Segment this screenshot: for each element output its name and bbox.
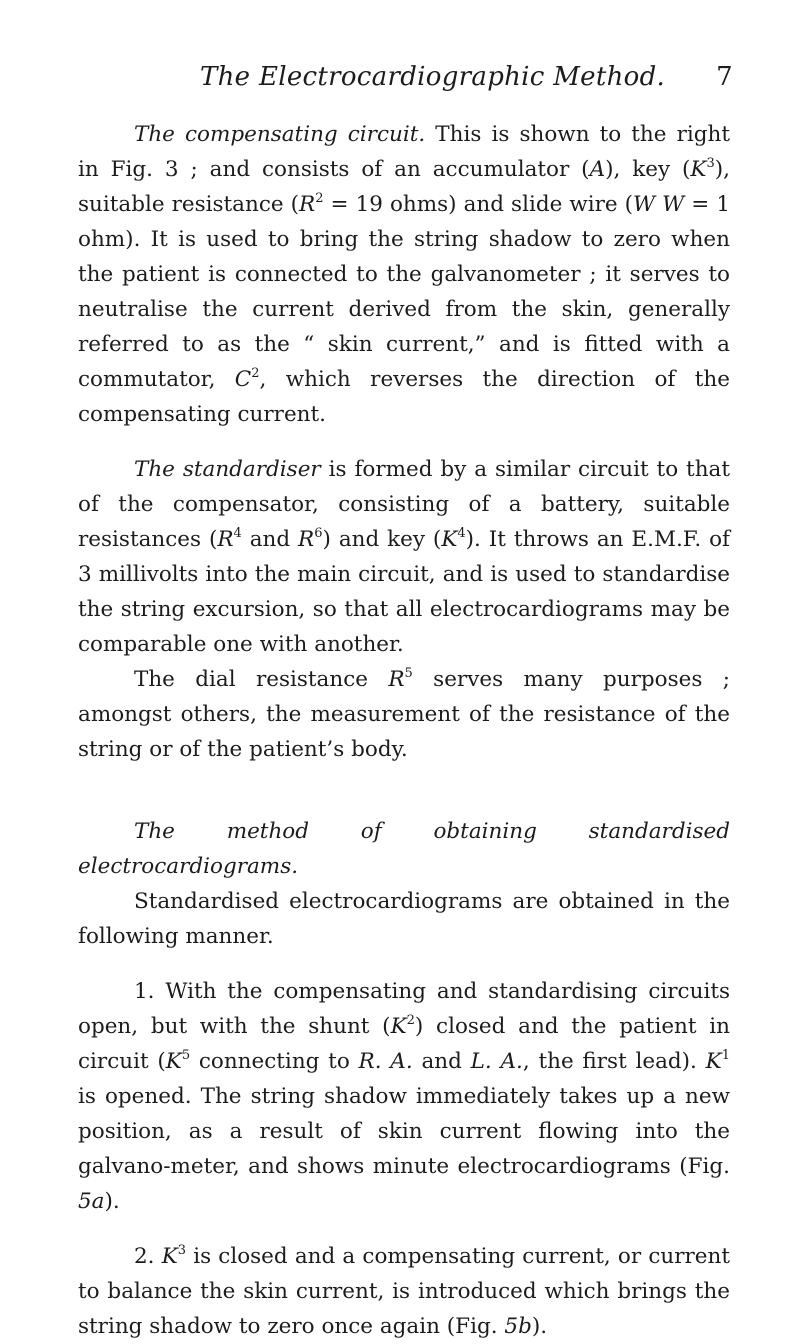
text: is closed and a compensating current, or current to balance the skin current, is introduced which brings the string shadow to zero once again (Fig. (78, 1244, 730, 1339)
symbol: K (705, 1049, 722, 1074)
heading-compensating-circuit: The compensating circuit. (134, 122, 426, 147)
paragraph-step-2 (78, 1239, 730, 1344)
section-heading (78, 814, 730, 884)
paragraph-dial-resistance (78, 662, 730, 767)
superscript: 4 (233, 526, 242, 541)
text: = 19 ohms) and slide wire ( (323, 192, 634, 217)
symbol: K (165, 1049, 182, 1074)
text: , the first lead). (522, 1049, 706, 1074)
superscript: 1 (721, 1048, 730, 1063)
symbol: A (589, 157, 606, 182)
text: serves many purposes ; amongst others, the measurement of the resistance of the string or of the patient’s body. (78, 667, 730, 762)
text: ) and key ( (322, 527, 442, 552)
text: is opened. The string shadow immediately takes up a new position, as a result of skin current flowing into the galvano-meter, and shows minute electrocardiograms (Fig. (78, 1084, 730, 1179)
text: ), key ( (605, 157, 691, 182)
text: The dial resistance (134, 667, 389, 692)
text: ). (104, 1189, 120, 1214)
text: 1. With the compensating and standardising circuits open, but with the shunt ( (78, 979, 730, 1039)
symbol: W W (633, 192, 685, 217)
symbol: R (388, 667, 405, 692)
symbol: R (217, 527, 234, 552)
running-header (0, 62, 801, 102)
superscript: 6 (314, 526, 323, 541)
symbol: C (234, 367, 252, 392)
text: ). (531, 1314, 548, 1339)
superscript: 2 (251, 366, 260, 381)
running-title: The Electrocardiographic Method. (200, 62, 666, 92)
text: is formed by a similar circuit to that of the compensator, consisting of a battery, suitable resistances ( (78, 457, 730, 552)
text: ) closed and the patient in circuit ( (78, 1014, 730, 1074)
superscript: 2 (406, 1013, 415, 1028)
figure-ref: 5b (504, 1314, 532, 1339)
symbol: K (161, 1244, 178, 1269)
figure-ref: 5a (78, 1189, 105, 1214)
text: 2. (134, 1244, 162, 1269)
text: , which reverses the direction of the compensating current. (78, 367, 730, 427)
paragraph-step-1 (78, 974, 730, 1219)
text: connecting to (190, 1049, 359, 1074)
paragraph-compensating-circuit (78, 117, 730, 432)
text: ), suitable resistance ( (78, 157, 730, 217)
symbol: K (390, 1014, 407, 1039)
symbol: K (690, 157, 707, 182)
superscript: 4 (457, 526, 466, 541)
text: = 1 ohm). It is used to bring the string shadow to zero when the patient is connected to the galvanometer ; it serves to neutralise the current derived from the skin, generally referred to as the “ skin current,” and is fitted with a commutator, (78, 192, 731, 392)
superscript: 2 (315, 191, 324, 206)
page-number: 7 (716, 62, 733, 92)
symbol: R (298, 527, 315, 552)
page-body (78, 117, 730, 1344)
symbol: K (441, 527, 458, 552)
text: This is shown to the right in Fig. 3 ; and consists of an accumulator ( (78, 122, 730, 182)
paragraph-standardiser (78, 452, 730, 662)
section-heading-text: The method of obtaining standardised electrocardiograms. (78, 819, 730, 879)
superscript: 5 (404, 666, 413, 681)
text: and (241, 527, 299, 552)
superscript: 3 (706, 156, 715, 171)
symbol: L. A. (470, 1049, 523, 1074)
superscript: 5 (181, 1048, 191, 1063)
paragraph-intro: Standardised electrocardiograms are obtained in the following manner. (78, 889, 730, 949)
symbol: R (299, 192, 316, 217)
symbol: R. A. (358, 1049, 413, 1074)
text: and (412, 1049, 471, 1074)
superscript: 3 (177, 1243, 187, 1258)
text: ). It throws an E.M.F. of 3 millivolts into the main circuit, and is used to standardise the string excursion, so that all electrocardiograms may be comparable one with another. (78, 527, 730, 657)
heading-standardiser: The standardiser (134, 457, 321, 482)
